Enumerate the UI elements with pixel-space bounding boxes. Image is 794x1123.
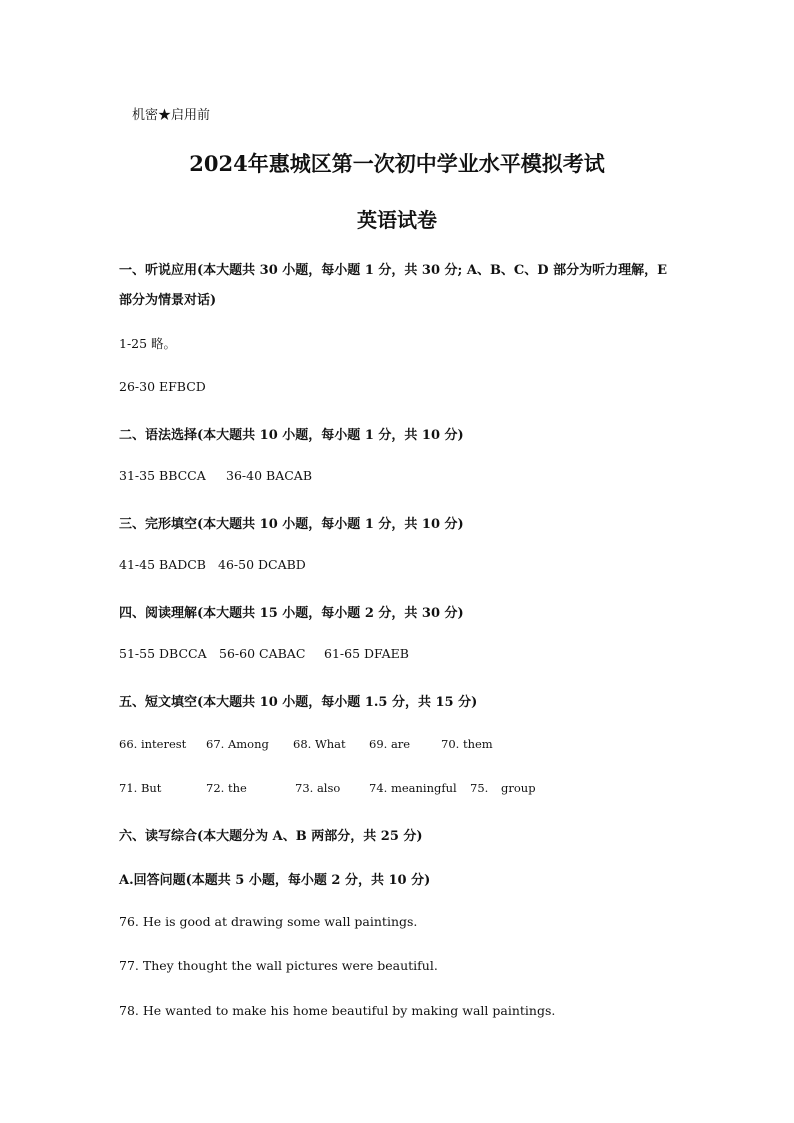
exam-title: 2024年惠城区第一次初中学业水平模拟考试 <box>189 151 605 176</box>
exam-subtitle: 英语试卷 <box>357 208 437 232</box>
section-4-answer: 56-60 CABAC <box>219 646 306 661</box>
section-6-answer: 78. He wanted to make his home beautiful by making wall paintings. <box>119 1003 556 1018</box>
section-5-answer: 74. meaningful <box>369 781 457 795</box>
section-5-answer: 69. are <box>369 737 411 751</box>
section-3-answer: 46-50 DCABD <box>218 557 306 572</box>
section-2-answer: 31-35 BBCCA <box>119 468 206 483</box>
section-3-answer: 41-45 BADCB <box>119 557 206 572</box>
confidential-label: 机密★启用前 <box>132 108 211 123</box>
section-6-answer: 77. They thought the wall pictures were beautiful. <box>119 958 438 973</box>
section-4-answer: 61-65 DFAEB <box>324 646 409 661</box>
section-1-answers-a: 1-25 略。 <box>119 336 177 351</box>
section-5-answer: 66. interest <box>119 737 187 751</box>
section-4-heading: 四、阅读理解(本大题共 15 小题，每小题 2 分，共 30 分) <box>119 606 464 621</box>
section-5-answer: 72. the <box>206 781 247 795</box>
section-5-answer: 71. But <box>119 781 162 795</box>
section-6-answer: 76. He is good at drawing some wall paintings. <box>119 914 418 929</box>
section-5-answer: 68. What <box>293 737 346 751</box>
section-5-answer: group <box>501 781 536 795</box>
section-1-answers-b: 26-30 EFBCD <box>119 379 206 394</box>
section-5-answer: 70. them <box>441 737 493 751</box>
section-1-heading-cont: 部分为情景对话) <box>119 293 217 308</box>
section-2-heading: 二、语法选择(本大题共 10 小题，每小题 1 分，共 10 分) <box>119 428 464 443</box>
section-2-answer: 36-40 BACAB <box>226 468 312 483</box>
section-5-answer: 67. Among <box>206 737 269 751</box>
section-5-answer: 75. <box>470 781 489 795</box>
section-5-answer: 73. also <box>295 781 341 795</box>
section-6a-heading: A.回答问题(本题共 5 小题，每小题 2 分，共 10 分) <box>119 873 431 888</box>
section-3-heading: 三、完形填空(本大题共 10 小题，每小题 1 分，共 10 分) <box>119 517 464 532</box>
section-6-heading: 六、读写综合(本大题分为 A、B 两部分，共 25 分) <box>119 829 423 844</box>
section-5-heading: 五、短文填空(本大题共 10 小题，每小题 1.5 分，共 15 分) <box>119 695 478 710</box>
section-1-heading: 一、听说应用(本大题共 30 小题，每小题 1 分，共 30 分; A、B、C、D 部分为听力理解，E <box>119 263 667 278</box>
section-4-answer: 51-55 DBCCA <box>119 646 207 661</box>
